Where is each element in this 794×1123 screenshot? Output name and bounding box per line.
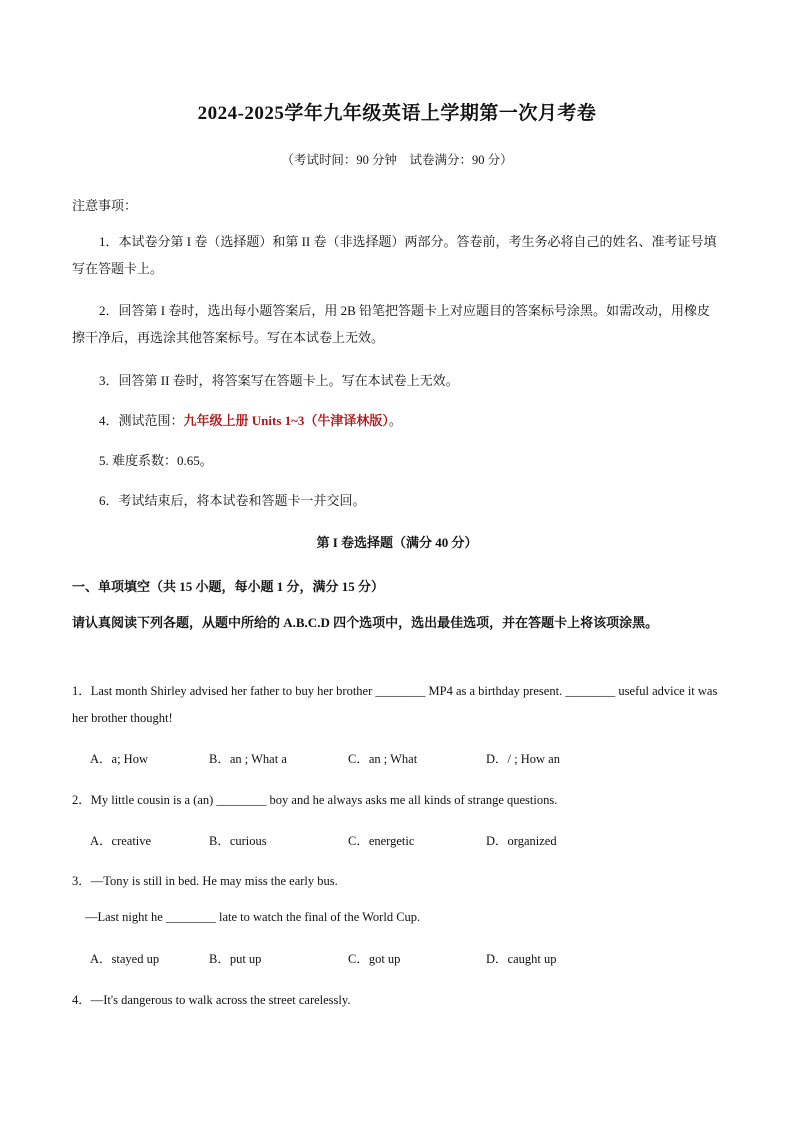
notes-heading: 注意事项： (72, 198, 138, 213)
question-3-option-a: A．stayed up (90, 952, 160, 966)
question-2-option-c: C．energetic (348, 834, 415, 848)
part1-heading: 第 I 卷选择题（满分 40 分） (316, 535, 478, 550)
note-item-4-prefix: 4．测试范围： (99, 413, 184, 428)
question-2-option-b: B．curious (209, 834, 267, 848)
question-1-option-c: C．an ; What (348, 752, 418, 766)
question-3-option-d: D．caught up (486, 952, 557, 966)
question-4-stem: 4．—It's dangerous to walk across the street carelessly. (72, 993, 351, 1007)
note-item-4 (99, 410, 402, 429)
question-1-option-b: B．an ; What a (209, 752, 287, 766)
question-3-option-b: B．put up (209, 952, 262, 966)
section-instruction: 请认真阅读下列各题，从题中所给的 A.B.C.D 四个选项中，选出最佳选项，并在答题卡上将该项涂黑。 (72, 615, 659, 630)
question-2-stem: 2．My little cousin is a (an) ________ boy and he always asks me all kinds of strange questions. (72, 793, 558, 807)
note-item-3: 3．回答第 II 卷时，将答案写在答题卡上。写在本试卷上无效。 (99, 373, 459, 388)
section-title: 一、单项填空（共 15 小题，每小题 1 分，满分 15 分） (72, 579, 385, 594)
question-1-option-a: A．a; How (90, 752, 148, 766)
page-title: 2024-2025学年九年级英语上学期第一次月考卷 (197, 103, 597, 124)
question-3-stem: 3．—Tony is still in bed. He may miss the early bus. (72, 874, 338, 888)
test-scope: 九年级上册 Units 1~3（牛津译林版） (183, 413, 389, 428)
question-1-stem: 1．Last month Shirley advised her father to buy her brother ________ MP4 as a birthday present. ________ useful advice it was her brother thought! (72, 684, 718, 725)
question-2-option-a: A．creative (90, 834, 152, 848)
note-item-6: 6．考试结束后，将本试卷和答题卡一并交回。 (99, 493, 366, 508)
note-item-1: 1．本试卷分第 I 卷（选择题）和第 II 卷（非选择题）两部分。答卷前，考生务必将自己的姓名、准考证号填写在答题卡上。 (72, 234, 717, 276)
question-1-option-d: D．/ ; How an (486, 752, 560, 766)
note-item-5: 5. 难度系数：0.65。 (99, 453, 213, 468)
question-2-option-d: D．organized (486, 834, 557, 848)
exam-info: （考试时间：90 分钟 试卷满分：90 分） (281, 153, 513, 167)
note-item-2: 2．回答第 I 卷时，选出每小题答案后，用 2B 铅笔把答题卡上对应题目的答案标号涂黑。如需改动，用橡皮擦干净后，再选涂其他答案标号。写在本试卷上无效。 (72, 303, 711, 345)
note-item-4-suffix: 。 (388, 413, 402, 428)
question-3-reply: —Last night he ________ late to watch the final of the World Cup. (85, 910, 421, 924)
question-3-option-c: C．got up (348, 952, 401, 966)
